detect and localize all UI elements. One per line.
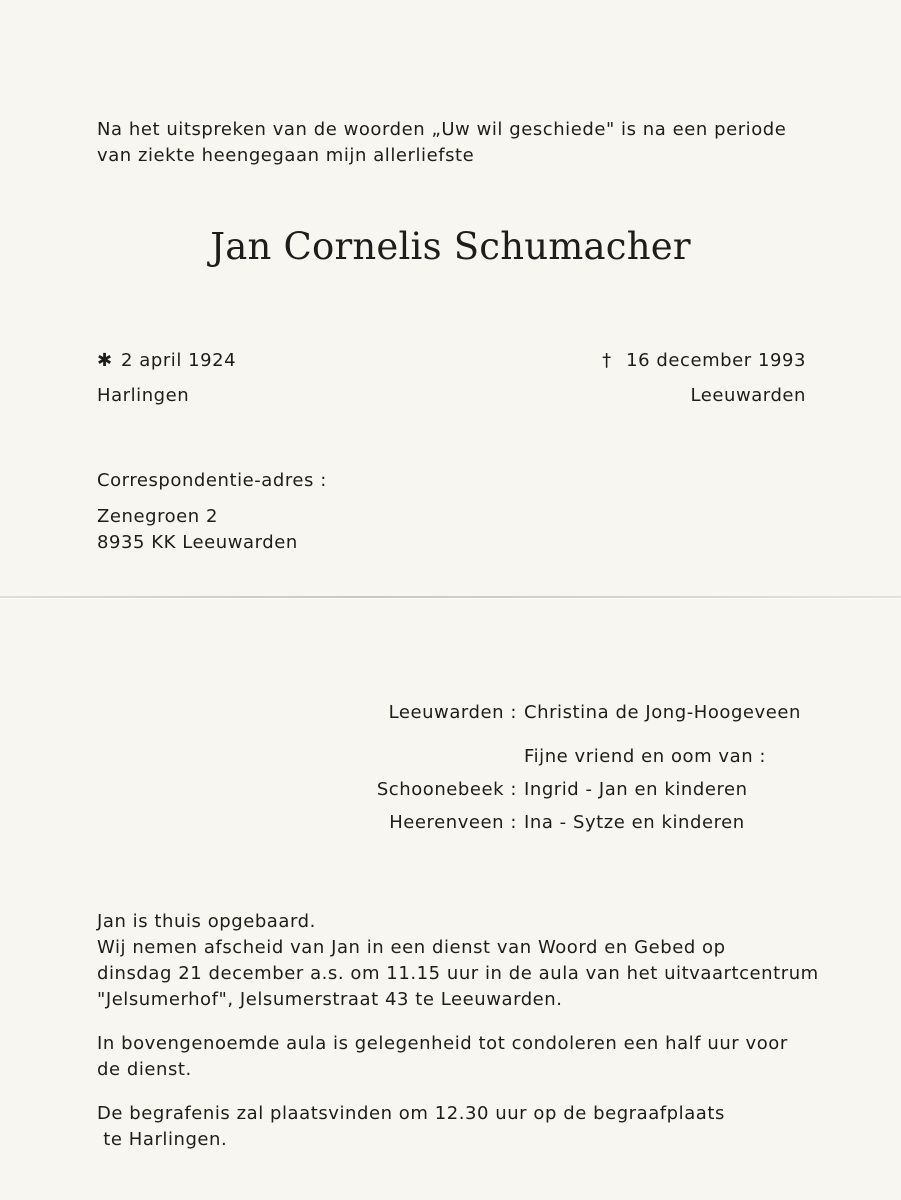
- notice-line: In bovengenoemde aula is gelegenheid tot condoleren een half uur voor: [97, 1033, 788, 1054]
- address-street: Zenegroen 2: [97, 506, 219, 527]
- notice-line: de dienst.: [97, 1059, 192, 1080]
- family-members: Ina - Sytze en kinderen: [524, 812, 745, 833]
- notice-line: De begrafenis zal plaatsvinden om 12.30 uur op de begraafplaats: [97, 1103, 725, 1124]
- notice-line: dinsdag 21 december a.s. om 11.15 uur in de aula van het uitvaartcentrum: [97, 963, 819, 984]
- correspondence-address: [97, 468, 327, 556]
- family-row: [300, 777, 820, 810]
- birth-date: [97, 348, 236, 374]
- notice-paragraph: [97, 909, 819, 1013]
- paper-fold-highlight: [0, 598, 901, 599]
- notice-line: "Jelsumerhof", Jelsumerstraat 43 te Leeuwarden.: [97, 989, 563, 1010]
- family-place: Heerenveen :: [389, 812, 517, 833]
- notice-line: Jan is thuis opgebaard.: [97, 911, 316, 932]
- birth-date-text: 2 april 1924: [121, 350, 237, 371]
- family-row: [300, 744, 820, 777]
- family-row: [300, 700, 820, 744]
- death-place: Leeuwarden: [690, 385, 806, 406]
- birth-star-icon: ✱: [97, 350, 113, 371]
- address-postal-city: 8935 KK Leeuwarden: [97, 532, 298, 553]
- death-date: [602, 348, 806, 374]
- family-list: [300, 700, 820, 843]
- intro-line: van ziekte heengegaan mijn allerliefste: [97, 145, 475, 166]
- intro-text: [97, 117, 786, 169]
- family-members: Christina de Jong-Hoogeveen: [524, 702, 801, 723]
- birth-place: Harlingen: [97, 385, 190, 406]
- family-members: Ingrid - Jan en kinderen: [524, 779, 748, 800]
- family-place: Schoonebeek :: [376, 779, 517, 800]
- death-cross-icon: †: [602, 350, 612, 371]
- intro-line: Na het uitspreken van de woorden „Uw wil geschiede" is na een periode: [97, 119, 787, 140]
- notice-line: Wij nemen afscheid van Jan in een dienst van Woord en Gebed op: [97, 937, 726, 958]
- death-date-text: 16 december 1993: [626, 350, 806, 371]
- family-row: [300, 810, 820, 843]
- family-members: Fijne vriend en oom van :: [524, 746, 767, 767]
- family-place: Leeuwarden :: [388, 702, 517, 723]
- notice-paragraph: [97, 1101, 819, 1153]
- address-label: Correspondentie-adres :: [97, 470, 327, 491]
- service-notice: [97, 909, 819, 1171]
- notice-paragraph: [97, 1031, 819, 1083]
- deceased-name: Jan Cornelis Schumacher: [210, 225, 691, 268]
- notice-line: te Harlingen.: [97, 1129, 228, 1150]
